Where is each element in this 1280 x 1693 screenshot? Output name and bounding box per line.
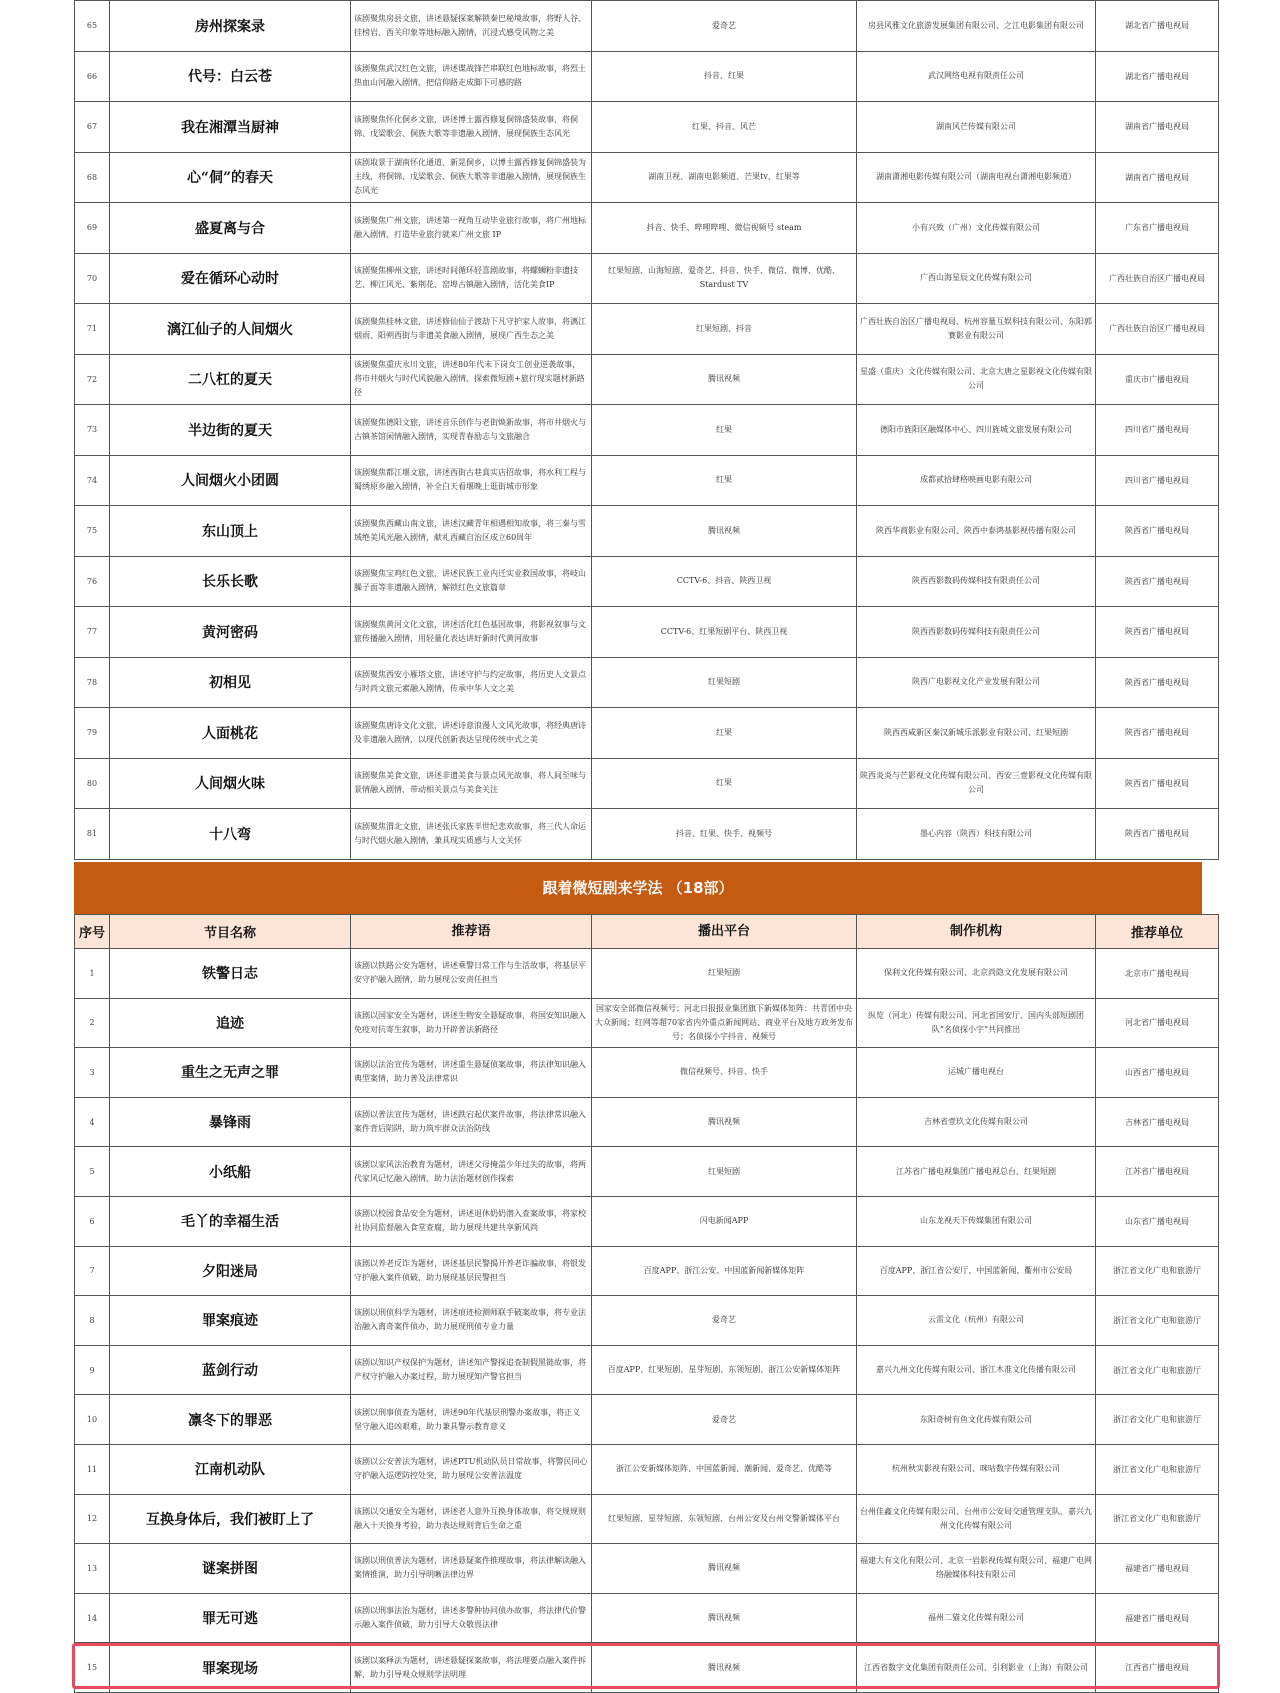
platform: 红果短剧 [592, 657, 857, 708]
platform: 腾讯视频 [592, 1097, 857, 1147]
recommendation: 该剧以案释法为题材，讲述悬疑探案故事，将法理要点融入案件拆解，助力引导观众规则学法明理 [351, 1643, 592, 1693]
table-row [75, 949, 1219, 999]
producer: 杭州秋实影视有限公司、咪咕数字传媒有限公司 [857, 1444, 1096, 1494]
program-title: 小纸船 [110, 1147, 351, 1197]
recommending-unit: 浙江省文化广电和旅游厅 [1096, 1246, 1219, 1296]
program-title: 谜案拼图 [110, 1544, 351, 1594]
recommendation: 该剧以国家安全为题材，讲述生物安全悬疑故事，将国安知识融入免疫对抗寄生叙事，助力开辟普法新路径 [351, 998, 592, 1048]
platform: 爱奇艺 [592, 1, 857, 52]
table-row [75, 758, 1219, 809]
row-number: 13 [75, 1544, 110, 1594]
row-number: 1 [75, 949, 110, 999]
recommending-unit: 陕西省广播电视局 [1096, 809, 1219, 860]
platform: 红果短剧、星芽短剧、东领短剧、台州公安及台州交警新媒体平台 [592, 1494, 857, 1544]
recommending-unit: 江苏省广播电视局 [1096, 1147, 1219, 1197]
row-number: 74 [75, 455, 110, 506]
platform: 百度APP、红果短剧、星芽短剧、东领短剧、浙江公安新媒体矩阵 [592, 1345, 857, 1395]
producer: 山东龙视天下传媒集团有限公司 [857, 1196, 1096, 1246]
platform: 闪电新闻APP [592, 1196, 857, 1246]
platform: 微信视频号、抖音、快手 [592, 1048, 857, 1098]
producer: 广西壮族自治区广播电视局、杭州容量互娱科技有限公司、东阳郭赛影业有限公司 [857, 304, 1096, 355]
recommendation: 该剧聚焦重庆永川文旅，讲述80年代末下岗女工创业逆袭故事，将市井烟火与时代风貌融入剧情，探索微短剧+旅行现实题材新路径 [351, 354, 592, 405]
recommendation: 该剧以公安普法为题材，讲述PTU机动队员日常故事，将警民同心守护融入巡逻防控处突，助力展现公安普法温度 [351, 1444, 592, 1494]
program-title: 铁警日志 [110, 949, 351, 999]
recommending-unit: 湖北省广播电视局 [1096, 1, 1219, 52]
row-number: 4 [75, 1097, 110, 1147]
program-table-upper [74, 0, 1219, 860]
platform: 腾讯视频 [592, 506, 857, 557]
platform: 腾讯视频 [592, 1593, 857, 1643]
producer: 墨心内容（陕西）科技有限公司 [857, 809, 1096, 860]
platform: 腾讯视频 [592, 1643, 857, 1693]
producer: 台州佳鑫文化传媒有限公司、台州市公安局交通管理支队、嘉兴九州文化传媒有限公司 [857, 1494, 1096, 1544]
platform: 浙江公安新媒体矩阵、中国蓝新闻、潮新闻、爱奇艺、优酷等 [592, 1444, 857, 1494]
program-title: 追迹 [110, 998, 351, 1048]
row-number: 11 [75, 1444, 110, 1494]
platform: 国家安全部微信视频号；河北日报报业集团旗下新媒体矩阵：共青团中央大众新闻；红网等超70家省内外重点新闻网站、商业平台及地方政务发布号；名侦探小宇抖音、视频号 [592, 998, 857, 1048]
producer: 房县风雅文化旅游发展集团有限公司、之江电影集团有限公司 [857, 1, 1096, 52]
recommendation: 该剧以刑侦科学为题材，讲述痕迹检测师联手破案故事，将专业法治融入离奇案件侦办，助力展现刑侦专业力量 [351, 1296, 592, 1346]
producer: 陕西西影数码传媒科技有限责任公司 [857, 607, 1096, 658]
recommendation: 该剧以知识产权保护为题材，讲述知产警探追查制假黑链故事，将产权守护融入办案过程，助力展现知产警官担当 [351, 1345, 592, 1395]
program-title: 人间烟火味 [110, 758, 351, 809]
program-title: 罪案现场 [110, 1643, 351, 1693]
producer: 小有兴致（广州）文化传媒有限公司 [857, 203, 1096, 254]
row-number: 6 [75, 1196, 110, 1246]
row-number: 68 [75, 152, 110, 203]
recommendation: 该剧以养老反诈为题材，讲述基层民警揭开养老诈骗故事，将银发守护融入案件侦破，助力展现基层民警担当 [351, 1246, 592, 1296]
platform: 抖音、红果、快手、视频号 [592, 809, 857, 860]
recommending-unit: 河北省广播电视局 [1096, 998, 1219, 1048]
row-number: 65 [75, 1, 110, 52]
row-number: 73 [75, 405, 110, 456]
program-title: 黄河密码 [110, 607, 351, 658]
table-row [75, 1494, 1219, 1544]
program-title: 蓝剑行动 [110, 1345, 351, 1395]
program-title: 十八弯 [110, 809, 351, 860]
table-row [75, 1147, 1219, 1197]
table-row [75, 405, 1219, 456]
recommendation: 该剧聚焦西藏山南文旅，讲述汉藏青年相遇相知故事，将三秦与雪域绝美风光融入剧情，献礼西藏自治区成立60周年 [351, 506, 592, 557]
row-number: 79 [75, 708, 110, 759]
platform: 抖音、快手、哔哩哔哩、微信视频号 steam [592, 203, 857, 254]
recommendation: 该剧以刑事侦查为题材，讲述90年代基层刑警办案故事，将正义坚守融入追凶艰难，助力兼具警示教育意义 [351, 1395, 592, 1445]
program-title: 二八杠的夏天 [110, 354, 351, 405]
recommendation: 该剧聚焦广州文旅，讲述第一视角互动毕业旅行故事，将广州地标融入剧情，打造毕业旅行就来广州文旅 IP [351, 203, 592, 254]
table-row [75, 1345, 1219, 1395]
table-row [75, 607, 1219, 658]
platform: 百度APP、浙江公安、中国蓝新闻新媒体矩阵 [592, 1246, 857, 1296]
table-row [75, 1593, 1219, 1643]
producer: 吉林省壹玖文化传媒有限公司 [857, 1097, 1096, 1147]
table-row [75, 1246, 1219, 1296]
table-row [75, 809, 1219, 860]
recommending-unit: 吉林省广播电视局 [1096, 1097, 1219, 1147]
platform: 红果、抖音、风芒 [592, 102, 857, 153]
producer: 星盛（重庆）文化传媒有限公司、北京大唐之星影视文化传媒有限公司 [857, 354, 1096, 405]
table-row [75, 708, 1219, 759]
row-number: 3 [75, 1048, 110, 1098]
recommending-unit: 湖北省广播电视局 [1096, 51, 1219, 102]
row-number: 9 [75, 1345, 110, 1395]
recommendation: 该剧以刑侦普法为题材，讲述悬疑案件推理故事，将法律解读融入案情推演，助力引导明晰法律边界 [351, 1544, 592, 1594]
row-number: 5 [75, 1147, 110, 1197]
table-row [75, 304, 1219, 355]
producer: 成都贰拾肆格映画电影有限公司 [857, 455, 1096, 506]
program-title: 人面桃花 [110, 708, 351, 759]
recommending-unit: 浙江省文化广电和旅游厅 [1096, 1395, 1219, 1445]
table-row [75, 1097, 1219, 1147]
platform: 抖音、红果 [592, 51, 857, 102]
producer: 德阳市旌阳区融媒体中心、四川旌城文旅发展有限公司 [857, 405, 1096, 456]
platform: 红果短剧、抖音 [592, 304, 857, 355]
recommending-unit: 北京市广播电视局 [1096, 949, 1219, 999]
recommending-unit: 陕西省广播电视局 [1096, 607, 1219, 658]
producer: 江西省数字文化集团有限责任公司、引利影业（上海）有限公司 [857, 1643, 1096, 1693]
producer: 云雷文化（杭州）有限公司 [857, 1296, 1096, 1346]
producer: 湖南风芒传媒有限公司 [857, 102, 1096, 153]
producer: 陕西炎炎与芒影视文化传媒有限公司、西安三壹影视文化传媒有限公司 [857, 758, 1096, 809]
table-row [75, 253, 1219, 304]
producer: 福州二猫文化传媒有限公司 [857, 1593, 1096, 1643]
table-row [75, 1196, 1219, 1246]
recommending-unit: 四川省广播电视局 [1096, 455, 1219, 506]
program-title: 我在湘潭当厨神 [110, 102, 351, 153]
recommending-unit: 四川省广播电视局 [1096, 405, 1219, 456]
platform: CCTV-6、红果短剧平台、陕西卫视 [592, 607, 857, 658]
header-unit: 推荐单位 [1096, 915, 1219, 949]
recommendation: 该剧以刑事法治为题材，讲述多警种协同侦办故事，将法律代价警示融入案件侦破，助力引导大众敬畏法律 [351, 1593, 592, 1643]
row-number: 75 [75, 506, 110, 557]
recommending-unit: 陕西省广播电视局 [1096, 657, 1219, 708]
row-number: 7 [75, 1246, 110, 1296]
recommending-unit: 浙江省文化广电和旅游厅 [1096, 1494, 1219, 1544]
platform: 湖南卫视、湖南电影频道、芒果tv、红果等 [592, 152, 857, 203]
table-row [75, 152, 1219, 203]
row-number: 15 [75, 1643, 110, 1693]
platform: 红果短剧 [592, 1147, 857, 1197]
producer: 纵览（河北）传媒有限公司、河北省国安厅、国内头部短剧团队“名侦探小宇”共同推出 [857, 998, 1096, 1048]
recommendation: 该剧以校园食品安全为题材，讲述退休奶奶潜入查案故事，将家校社协同监督融入食堂查腐，助力展现共建共享新风尚 [351, 1196, 592, 1246]
table-row [75, 1048, 1219, 1098]
producer: 保利文化传媒有限公司、北京尚隐文化发展有限公司 [857, 949, 1096, 999]
recommending-unit: 浙江省文化广电和旅游厅 [1096, 1296, 1219, 1346]
recommending-unit: 湖南省广播电视局 [1096, 102, 1219, 153]
program-title: 漓江仙子的人间烟火 [110, 304, 351, 355]
row-number: 8 [75, 1296, 110, 1346]
producer: 百度APP、浙江省公安厅、中国蓝新闻、衢州市公安局 [857, 1246, 1096, 1296]
recommendation: 该剧聚焦唐诗文化文旅，讲述诗意浪漫人文风光故事，将经典唐诗及非遗融入剧情，以现代创新表达呈现传统中式之美 [351, 708, 592, 759]
platform: 红果短剧 [592, 949, 857, 999]
program-title: 暴锋雨 [110, 1097, 351, 1147]
recommendation: 该剧以铁路公安为题材，讲述乘警日常工作与生活故事，将基层平安守护融入剧情，助力展现公安责任担当 [351, 949, 592, 999]
producer: 陕西广电影视文化产业发展有限公司 [857, 657, 1096, 708]
row-number: 12 [75, 1494, 110, 1544]
row-number: 77 [75, 607, 110, 658]
recommending-unit: 福建省广播电视局 [1096, 1593, 1219, 1643]
program-table-law [74, 914, 1219, 1693]
recommending-unit: 陕西省广播电视局 [1096, 708, 1219, 759]
table-row [75, 657, 1219, 708]
producer: 东阳奇树有鱼文化传媒有限公司 [857, 1395, 1096, 1445]
recommendation: 该剧取景于湖南怀化通道、新晃侗乡，以博主露西修复侗锦盛装为主线，将侗锦、戊梁歌会、侗族大歌等非遗融入剧情，展现侗族生态风光 [351, 152, 592, 203]
program-title: 夕阳迷局 [110, 1246, 351, 1296]
platform: 腾讯视频 [592, 354, 857, 405]
recommending-unit: 山西省广播电视局 [1096, 1048, 1219, 1098]
row-number: 81 [75, 809, 110, 860]
producer: 江苏省广播电视集团广播电视总台、红果短剧 [857, 1147, 1096, 1197]
producer: 嘉兴九州文化传媒有限公司、浙江木准文化传播有限公司 [857, 1345, 1096, 1395]
producer: 陕西西影数码传媒科技有限责任公司 [857, 556, 1096, 607]
row-number: 70 [75, 253, 110, 304]
platform: 爱奇艺 [592, 1395, 857, 1445]
program-title: 东山顶上 [110, 506, 351, 557]
recommendation: 该剧聚焦怀化侗乡文旅，讲述博士露西修复侗锦盛装故事，将侗锦、戊梁歌会、侗族大歌等非遗融入剧情，展现侗族生态风光 [351, 102, 592, 153]
producer: 运城广播电视台 [857, 1048, 1096, 1098]
producer: 陕西西咸新区秦汉新城乐派影业有限公司、红果短剧 [857, 708, 1096, 759]
recommendation: 该剧以法治宣传为题材，讲述重生悬疑侦案故事，将法律知识融入典型案情，助力普及法律常识 [351, 1048, 592, 1098]
recommendation: 该剧聚焦桂林文旅，讲述修仙仙子渡劫下凡守护家人故事，将漓江烟雨、阳朔西街与非遗美食融入剧情，展现广西生态之美 [351, 304, 592, 355]
producer: 福建大有文化有限公司、北京一岩影视传媒有限公司、福建广电网络融媒体科技有限公司 [857, 1544, 1096, 1594]
platform: CCTV-6、抖音、陕西卫视 [592, 556, 857, 607]
table-header-row [75, 915, 1219, 949]
producer: 湖南潇湘电影传媒有限公司（湖南电视台潇湘电影频道） [857, 152, 1096, 203]
program-title: 爱在循环心动时 [110, 253, 351, 304]
recommending-unit: 山东省广播电视局 [1096, 1196, 1219, 1246]
program-title: 江南机动队 [110, 1444, 351, 1494]
recommendation: 该剧聚焦黄河文化文旅，讲述活化红色基因故事，将影视叙事与文旅传播融入剧情，用轻量化表达讲好新时代黄河故事 [351, 607, 592, 658]
table-row [75, 506, 1219, 557]
program-title: 罪无可逃 [110, 1593, 351, 1643]
recommendation: 该剧聚焦美食文旅，讲述非遗美食与景点风光故事，将人间至味与景情融入剧情，带动相关景点与美食关注 [351, 758, 592, 809]
table-row [75, 51, 1219, 102]
recommendation: 该剧聚焦西安小雁塔文旅，讲述守护与约定故事，将历史人文景点与时尚文旅元素融入剧情，传承中华人文之美 [351, 657, 592, 708]
table-row [75, 1296, 1219, 1346]
program-title: 毛丫的幸福生活 [110, 1196, 351, 1246]
recommendation: 该剧以普法宣传为题材，讲述跌宕起伏案件故事，将法律常识融入案件背后陷阱，助力筑牢群众法治防线 [351, 1097, 592, 1147]
program-title: 人间烟火小团圆 [110, 455, 351, 506]
recommending-unit: 广西壮族自治区广播电视局 [1096, 253, 1219, 304]
recommending-unit: 福建省广播电视局 [1096, 1544, 1219, 1594]
program-title: 房州探案录 [110, 1, 351, 52]
recommendation: 该剧聚焦宝鸡红色文旅，讲述民族工业内迁实业救国故事，将岐山臊子面等非遗融入剧情，解锁红色文旅篇章 [351, 556, 592, 607]
table-row [75, 1643, 1219, 1693]
program-title: 长乐长歌 [110, 556, 351, 607]
recommending-unit: 陕西省广播电视局 [1096, 506, 1219, 557]
platform: 红果 [592, 405, 857, 456]
row-number: 69 [75, 203, 110, 254]
table-row [75, 1544, 1219, 1594]
row-number: 76 [75, 556, 110, 607]
recommending-unit: 重庆市广播电视局 [1096, 354, 1219, 405]
header-title: 节目名称 [110, 915, 351, 949]
table-row [75, 203, 1219, 254]
row-number: 80 [75, 758, 110, 809]
platform: 红果 [592, 758, 857, 809]
recommendation: 该剧以交通安全为题材，讲述老人意外互换身体故事，将交规规则融入十天换身考验，助力表达规则背后生命之重 [351, 1494, 592, 1544]
program-title: 罪案痕迹 [110, 1296, 351, 1346]
recommending-unit: 江西省广播电视局 [1096, 1643, 1219, 1693]
header-num: 序号 [75, 915, 110, 949]
row-number: 67 [75, 102, 110, 153]
recommendation: 该剧聚焦房县文旅，讲述悬疑探案解锁秦巴秘境故事，将野人谷、挂榜岩、西关印象等地标融入剧情，沉浸式感受风物之美 [351, 1, 592, 52]
platform: 红果 [592, 708, 857, 759]
platform: 红果短剧、山海短剧、爱奇艺、抖音、快手、微信、微博、优酷、Stardust TV [592, 253, 857, 304]
program-title: 重生之无声之罪 [110, 1048, 351, 1098]
program-title: 初相见 [110, 657, 351, 708]
row-number: 72 [75, 354, 110, 405]
row-number: 78 [75, 657, 110, 708]
table-row [75, 1395, 1219, 1445]
row-number: 66 [75, 51, 110, 102]
recommendation: 该剧聚焦武汉红色文旅，讲述谍战锋芒串联红色地标故事，将烈士热血山河融入剧情，把信仰路走成脚下可感的路 [351, 51, 592, 102]
program-title: 盛夏离与合 [110, 203, 351, 254]
recommendation: 该剧聚焦渭北文旅，讲述张氏家族半世纪悲欢故事，将三代人命运与时代烟火融入剧情，兼具现实质感与人文关怀 [351, 809, 592, 860]
recommendation: 该剧聚焦都江堰文旅，讲述西街古巷真实店招故事，将水利工程与蜀绣原乡融入剧情，补全白天看堰晚上逛街城市形象 [351, 455, 592, 506]
table-row [75, 354, 1219, 405]
recommending-unit: 广西壮族自治区广播电视局 [1096, 304, 1219, 355]
header-rec: 推荐语 [351, 915, 592, 949]
program-title: 半边街的夏天 [110, 405, 351, 456]
program-title: 凛冬下的罪恶 [110, 1395, 351, 1445]
row-number: 10 [75, 1395, 110, 1445]
platform: 爱奇艺 [592, 1296, 857, 1346]
recommending-unit: 浙江省文化广电和旅游厅 [1096, 1444, 1219, 1494]
table-row [75, 102, 1219, 153]
row-number: 71 [75, 304, 110, 355]
platform: 红果 [592, 455, 857, 506]
table-row [75, 998, 1219, 1048]
recommending-unit: 湖南省广播电视局 [1096, 152, 1219, 203]
section-banner: 跟着微短剧来学法 （18部） [74, 862, 1202, 914]
recommendation: 该剧聚焦柳州文旅，讲述时间循环轻喜剧故事，将螺蛳粉非遗技艺、柳江风光、紫荆花、窑埠古镇融入剧情，活化美食IP [351, 253, 592, 304]
recommending-unit: 浙江省文化广电和旅游厅 [1096, 1345, 1219, 1395]
producer: 陕西华商影业有限公司、陕西中泰鸿基影视传播有限公司 [857, 506, 1096, 557]
table-row [75, 1444, 1219, 1494]
recommending-unit: 广东省广播电视局 [1096, 203, 1219, 254]
producer: 广西山海星辰文化传媒有限公司 [857, 253, 1096, 304]
recommending-unit: 陕西省广播电视局 [1096, 556, 1219, 607]
row-number: 2 [75, 998, 110, 1048]
recommendation: 该剧聚焦德阳文旅，讲述音乐创作与老街焕新故事，将市井烟火与古镇茶馆闲情融入剧情，实现青春励志与文旅融合 [351, 405, 592, 456]
table-row [75, 455, 1219, 506]
header-platform: 播出平台 [592, 915, 857, 949]
recommending-unit: 陕西省广播电视局 [1096, 758, 1219, 809]
recommendation: 该剧以家风法治教育为题材，讲述父母掩盖少年过失的故事，将两代家风记忆融入剧情，助力法治题材创作探索 [351, 1147, 592, 1197]
program-title: 互换身体后，我们被盯上了 [110, 1494, 351, 1544]
program-title: 心“侗”的春天 [110, 152, 351, 203]
producer: 武汉网络电视有限责任公司 [857, 51, 1096, 102]
program-title: 代号：白云苍 [110, 51, 351, 102]
header-producer: 制作机构 [857, 915, 1096, 949]
table-row [75, 556, 1219, 607]
row-number: 14 [75, 1593, 110, 1643]
platform: 腾讯视频 [592, 1544, 857, 1594]
table-row [75, 1, 1219, 52]
